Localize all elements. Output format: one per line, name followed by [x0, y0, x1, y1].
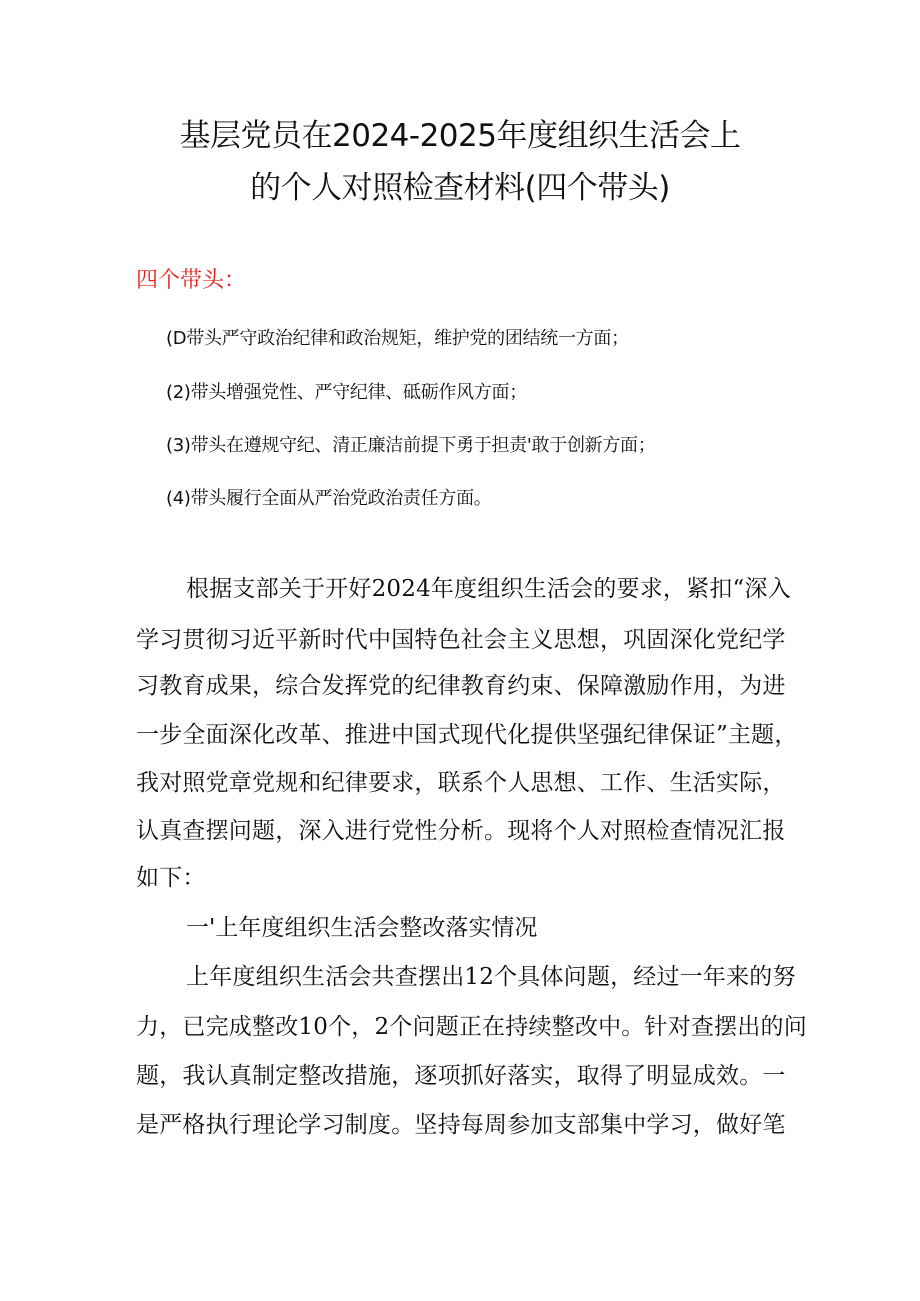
- intro-paragraph-line: 学习贯彻习近平新时代中国特色社会主义思想，巩固深化党纪学: [136, 627, 786, 653]
- document-title-line-2: 的个人对照检查材料(四个带头): [250, 170, 670, 206]
- intro-paragraph-line: 我对照党章党规和纪律要求，联系个人思想、工作、生活实际，: [136, 770, 786, 796]
- intro-paragraph-line: 如下：: [136, 865, 206, 891]
- lead-item-3: (3)带头在遵规守纪、清正廉洁前提下勇于担责'敢于创新方面；: [166, 435, 656, 456]
- lead-item-4: (4)带头履行全面从严治党政治责任方面。: [166, 488, 492, 509]
- section-paragraph-line: 力，已完成整改10个，2个问题正在持续整改中。针对查摆出的问: [136, 1014, 807, 1040]
- intro-paragraph-line: 一步全面深化改革、推进中国式现代化提供坚强纪律保证”主题，: [136, 722, 798, 748]
- document-title-line-1: 基层党员在2024-2025年度组织生活会上: [179, 118, 741, 154]
- lead-item-1: (D带头严守政治纪律和政治规矩，维护党的团结统一方面；: [166, 328, 629, 349]
- section-paragraph-line: 上年度组织生活会共查摆出12个具体问题，经过一年来的努: [186, 964, 796, 990]
- intro-paragraph-line: 根据支部关于开好2024年度组织生活会的要求，紧扣“深入: [186, 576, 791, 602]
- section-paragraph-line: 是严格执行理论学习制度。坚持每周参加支部集中学习，做好笔: [136, 1112, 786, 1138]
- four-leads-heading: 四个带头：: [136, 268, 247, 293]
- lead-item-2: (2)带头增强党性、严守纪律、砥砺作风方面；: [166, 382, 527, 403]
- intro-paragraph-line: 习教育成果，综合发挥党的纪律教育约束、保障激励作用，为进: [136, 673, 786, 699]
- section-heading-1: 一'上年度组织生活会整改落实情况: [186, 915, 538, 941]
- intro-paragraph-line: 认真查摆问题，深入进行党性分析。现将个人对照检查情况汇报: [136, 818, 786, 844]
- section-paragraph-line: 题，我认真制定整改措施，逐项抓好落实，取得了明显成效。一: [136, 1063, 786, 1089]
